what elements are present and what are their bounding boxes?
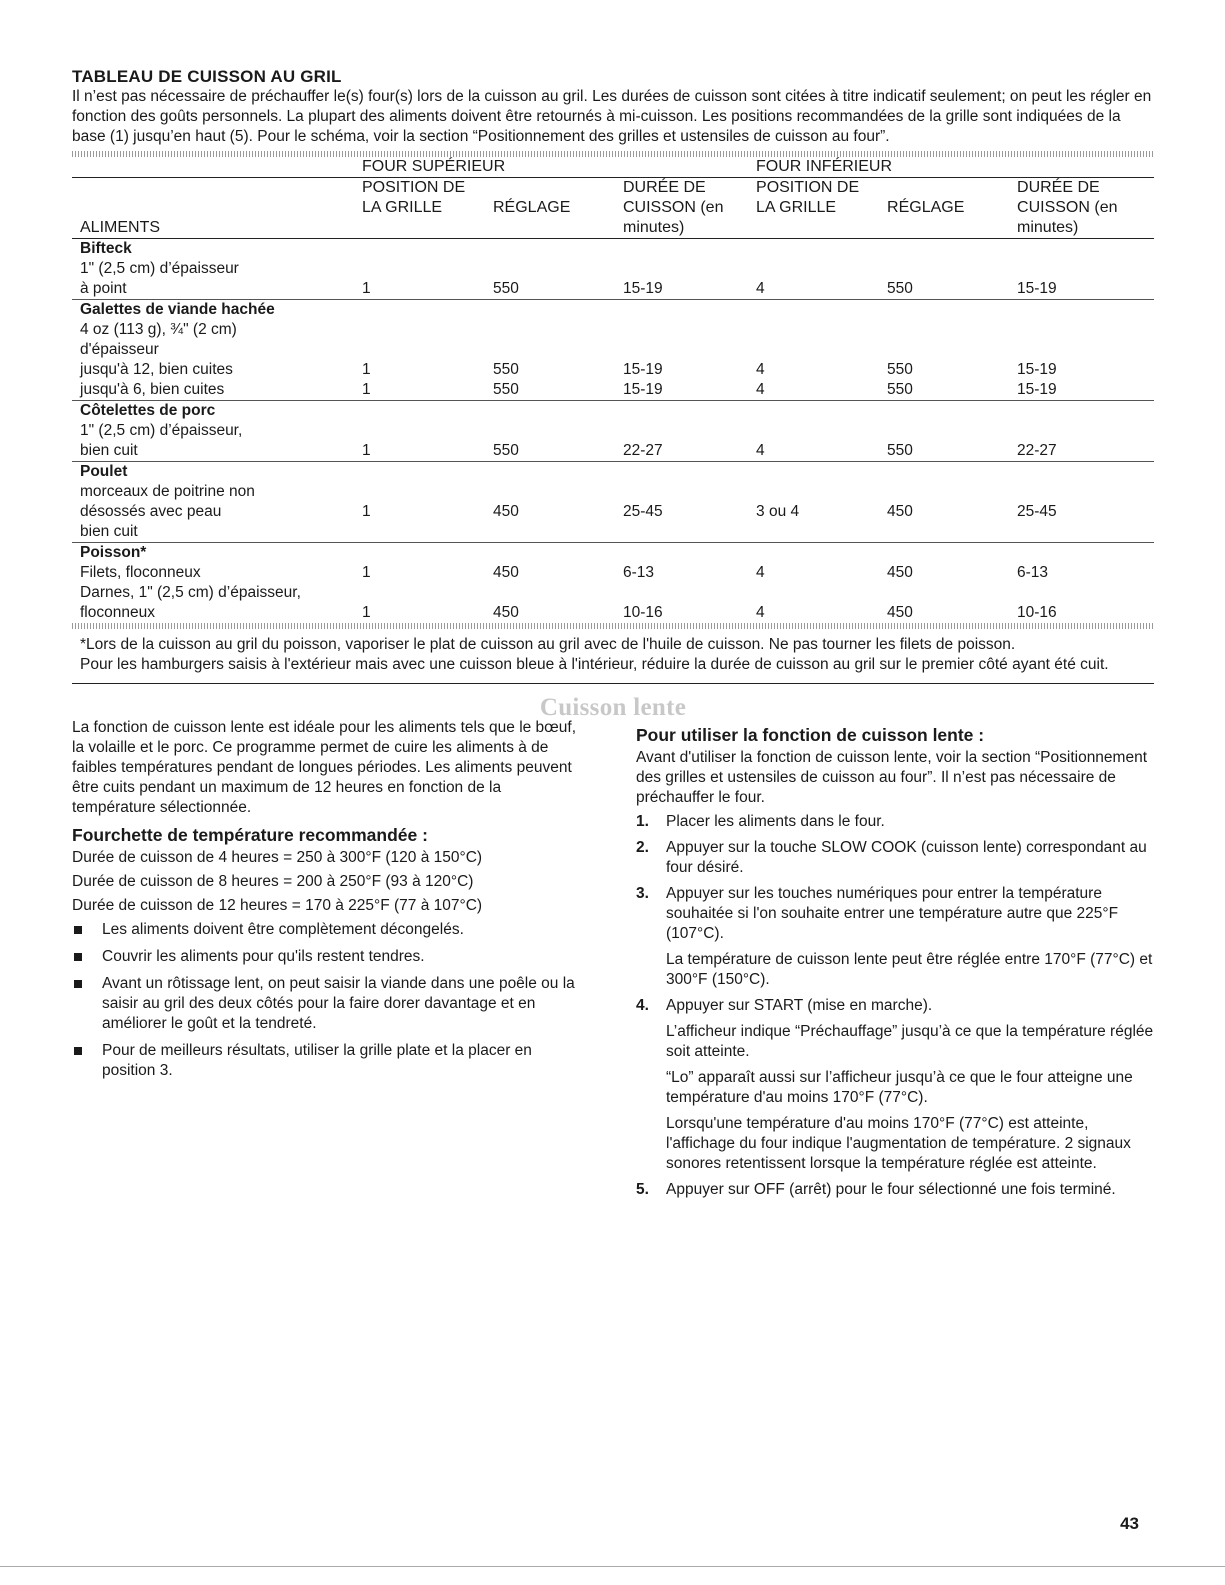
lower-setting-cell [887,462,1017,543]
upper-setting-cell [493,239,623,300]
lower-setting-value: 450 [887,604,913,621]
food-description [72,543,362,624]
food-description [72,300,362,401]
lower-time-cell [1017,239,1154,300]
col-upper-duree: DURÉE DE CUISSON (en minutes) [623,179,724,236]
food-detail-line: bien cuit [80,442,138,459]
upper-position-value: 1 [362,280,371,297]
lower-position-value: 4 [756,361,765,378]
upper-position-value: 1 [362,442,371,459]
step-number: 5. [636,1181,649,1198]
step-number: 2. [636,839,649,856]
use-function-title: Pour utiliser la fonction de cuisson lente : [636,725,985,745]
upper-time-cell [623,462,756,543]
lower-position-cell [756,462,887,543]
page-number: 43 [1120,1514,1139,1533]
lower-time-cell [1017,462,1154,543]
step-item [636,884,1154,990]
lower-oven-header: FOUR INFÉRIEUR [756,158,893,175]
upper-setting-value: 550 [493,442,519,459]
food-name: Galettes de viande hachée [80,301,275,318]
lower-position-value: 4 [756,381,765,398]
lower-time-value: 25-45 [1017,503,1057,520]
upper-oven-header: FOUR SUPÉRIEUR [362,158,506,175]
step-detail: Lorsqu'une température d'au moins 170°F (77°C) est atteinte, l'affichage du four indique l'augmentation de température. 2 signaux sonores retentissent lorsque la température réglée est atteinte. [666,1115,1131,1172]
food-detail-line: bien cuit [80,523,138,540]
bullet-square-icon [74,980,82,988]
food-detail-line: 4 oz (113 g), ¾" (2 cm) [80,321,237,338]
slow-cook-title: Cuisson lente [539,694,687,721]
upper-time-cell [623,401,756,462]
lower-time-cell [1017,300,1154,401]
step-text: Appuyer sur OFF (arrêt) pour le four sélectionné une fois terminé. [666,1181,1116,1198]
slow-cook-steps [636,812,1154,1200]
lower-setting-cell [887,239,1017,300]
step-text: Appuyer sur la touche SLOW COOK (cuisson lente) correspondant au four désiré. [666,839,1147,876]
upper-time-value: 15-19 [623,361,663,378]
column-header-row [72,178,1154,239]
upper-time-cell [623,239,756,300]
bullet-square-icon [74,1047,82,1055]
upper-position-cell [362,239,493,300]
lower-time-value: 6-13 [1017,564,1049,581]
note-hamburgers: Pour les hamburgers saisis à l'extérieur mais avec une cuisson bleue à l'intérieur, réduire la durée de cuisson au gril sur le premier côté ayant été cuit. [80,656,1109,673]
step-number: 3. [636,885,649,902]
temp-range-12h: Durée de cuisson de 12 heures = 170 à 225°F (77 à 107°C) [72,897,483,914]
slow-cook-columns [72,718,1154,1206]
step-item [636,838,1154,878]
step-detail: L’afficheur indique “Préchauffage” jusqu’à ce que la température réglée soit atteinte. [666,1023,1154,1060]
slow-cook-right-column [636,718,1154,1206]
tip-item: Avant un rôtissage lent, on peut saisir la viande dans une poêle ou la saisir au gril des deux côtés pour la faire dorer davantage et en améliorer le goût et la tendreté. [72,974,587,1034]
food-row [72,401,1154,462]
upper-setting-value: 450 [493,503,519,520]
upper-setting-value: 450 [493,564,519,581]
food-detail-line: 1" (2,5 cm) d’épaisseur [80,260,239,277]
col-upper-position: POSITION DE LA GRILLE [362,179,466,216]
tip-item: Couvrir les aliments pour qu'ils restent tendres. [72,947,587,967]
upper-position-cell [362,543,493,624]
lower-setting-value: 550 [887,280,913,297]
temp-range-8h: Durée de cuisson de 8 heures = 200 à 250°F (93 à 120°C) [72,873,474,890]
food-detail-line: jusqu'à 6, bien cuites [80,381,225,398]
grill-table-title: TABLEAU DE CUISSON AU GRIL [72,67,342,86]
lower-time-cell [1017,401,1154,462]
food-name: Côtelettes de porc [80,402,216,419]
step-item [636,812,1154,832]
tip-item: Les aliments doivent être complètement décongelés. [72,920,587,940]
lower-position-cell [756,239,887,300]
upper-time-value: 22-27 [623,442,663,459]
upper-position-value: 1 [362,503,371,520]
bullet-square-icon [74,926,82,934]
food-row [72,239,1154,300]
lower-setting-value: 450 [887,564,913,581]
grill-notes [72,629,1154,684]
upper-setting-value: 450 [493,604,519,621]
step-text: Appuyer sur START (mise en marche). [666,997,933,1014]
upper-setting-value: 550 [493,361,519,378]
food-detail-line: d'épaisseur [80,341,159,358]
lower-time-value: 15-19 [1017,280,1057,297]
food-row [72,543,1154,624]
food-description [72,462,362,543]
col-lower-duree: DURÉE DE CUISSON (en minutes) [1017,179,1118,236]
lower-position-value: 4 [756,604,765,621]
lower-setting-cell [887,300,1017,401]
upper-time-value: 6-13 [623,564,655,581]
upper-position-cell [362,300,493,401]
lower-setting-cell [887,543,1017,624]
food-detail-line: désossés avec peau [80,503,222,520]
lower-position-cell [756,300,887,401]
lower-position-cell [756,543,887,624]
upper-setting-cell [493,401,623,462]
lower-position-value: 4 [756,280,765,297]
lower-time-value: 15-19 [1017,381,1057,398]
step-text: Appuyer sur les touches numériques pour entrer la température souhaitée si l'on souhaite entrer une température autre que 225°F (107°C). [666,885,1119,942]
food-name: Poisson* [80,544,147,561]
col-upper-reglage: RÉGLAGE [493,199,571,216]
upper-position-value: 1 [362,564,371,581]
step-text: Placer les aliments dans le four. [666,813,885,830]
step-number: 4. [636,997,649,1014]
upper-position-cell [362,401,493,462]
col-aliments: ALIMENTS [80,219,161,236]
slow-cook-left-column [72,718,587,1206]
bullet-square-icon [74,953,82,961]
upper-position-value: 1 [362,381,371,398]
tip-item: Pour de meilleurs résultats, utiliser la grille plate et la placer en position 3. [72,1041,587,1081]
lower-time-value: 22-27 [1017,442,1057,459]
col-lower-position: POSITION DE LA GRILLE [756,179,860,216]
food-name: Poulet [80,463,128,480]
upper-time-cell [623,543,756,624]
oven-header-row [72,157,1154,178]
lower-position-value: 4 [756,442,765,459]
food-detail-line: Darnes, 1" (2,5 cm) d’épaisseur, [80,584,301,601]
lower-position-value: 3 ou 4 [756,503,800,520]
upper-setting-cell [493,543,623,624]
upper-setting-cell [493,462,623,543]
food-row [72,300,1154,401]
food-detail-line: Filets, floconneux [80,564,201,581]
col-lower-reglage: RÉGLAGE [887,199,965,216]
page-content [72,66,1154,1206]
step-detail: La température de cuisson lente peut être réglée entre 170°F (77°C) et 300°F (150°C). [666,951,1153,988]
upper-time-value: 15-19 [623,280,663,297]
grill-intro: Il n’est pas nécessaire de préchauffer le(s) four(s) lors de la cuisson au gril. Les durées de cuisson sont citées à titre indicatif seulement; on peut les régler en fonction des goûts personnels. La plupart des aliments doivent être retournés à mi-cuisson. Les positions recommandées de la grille sont indiquées de la base (1) jusqu’en haut (5). Pour le schéma, voir la section “Positionnement des grilles et ustensiles de cuisson au four”. [72,88,1152,145]
upper-time-value: 25-45 [623,503,663,520]
slow-cook-intro: La fonction de cuisson lente est idéale pour les aliments tels que le bœuf, la volaille et le porc. Ce programme permet de cuire les aliments à de faibles températures pendant de longues périodes. Les aliments peuvent être cuits pendant un maximum de 12 heures en fonction de la température sélectionnée. [72,719,577,816]
lower-setting-value: 550 [887,381,913,398]
grill-table-body [72,239,1154,624]
food-detail-line: morceaux de poitrine non [80,483,255,500]
upper-time-cell [623,300,756,401]
food-detail-line: floconneux [80,604,155,621]
lower-position-value: 4 [756,564,765,581]
food-detail-line: 1" (2,5 cm) d’épaisseur, [80,422,243,439]
grill-table [72,157,1154,623]
lower-setting-value: 550 [887,442,913,459]
lower-setting-cell [887,401,1017,462]
upper-setting-cell [493,300,623,401]
temp-range-4h: Durée de cuisson de 4 heures = 250 à 300°F (120 à 150°C) [72,849,483,866]
lower-setting-value: 550 [887,361,913,378]
upper-setting-value: 550 [493,280,519,297]
temp-range-title: Fourchette de température recommandée : [72,825,428,845]
step-item [636,996,1154,1174]
upper-position-cell [362,462,493,543]
upper-position-value: 1 [362,604,371,621]
lower-time-value: 15-19 [1017,361,1057,378]
upper-time-value: 15-19 [623,381,663,398]
food-description [72,239,362,300]
note-fish: *Lors de la cuisson au gril du poisson, vaporiser le plat de cuisson au gril avec de l'huile de cuisson. Ne pas tourner les filets de poisson. [80,636,1016,653]
lower-time-cell [1017,543,1154,624]
slow-cook-tips [72,920,587,1081]
upper-position-value: 1 [362,361,371,378]
food-detail-line: à point [80,280,127,297]
step-item [636,1180,1154,1200]
step-number: 1. [636,813,649,830]
upper-time-value: 10-16 [623,604,663,621]
lower-position-cell [756,401,887,462]
lower-time-value: 10-16 [1017,604,1057,621]
use-function-intro: Avant d'utiliser la fonction de cuisson lente, voir la section “Positionnement des grilles et ustensiles de cuisson au four”. Il n’est pas nécessaire de préchauffer le four. [636,749,1148,806]
food-detail-line: jusqu'à 12, bien cuites [80,361,233,378]
page-bottom-rule [0,1566,1225,1567]
food-row [72,462,1154,543]
food-description [72,401,362,462]
upper-setting-value: 550 [493,381,519,398]
food-name: Bifteck [80,240,132,257]
lower-setting-value: 450 [887,503,913,520]
step-detail: “Lo” apparaît aussi sur l’afficheur jusqu’à ce que le four atteigne une température d'au moins 170°F (77°C). [666,1069,1133,1106]
